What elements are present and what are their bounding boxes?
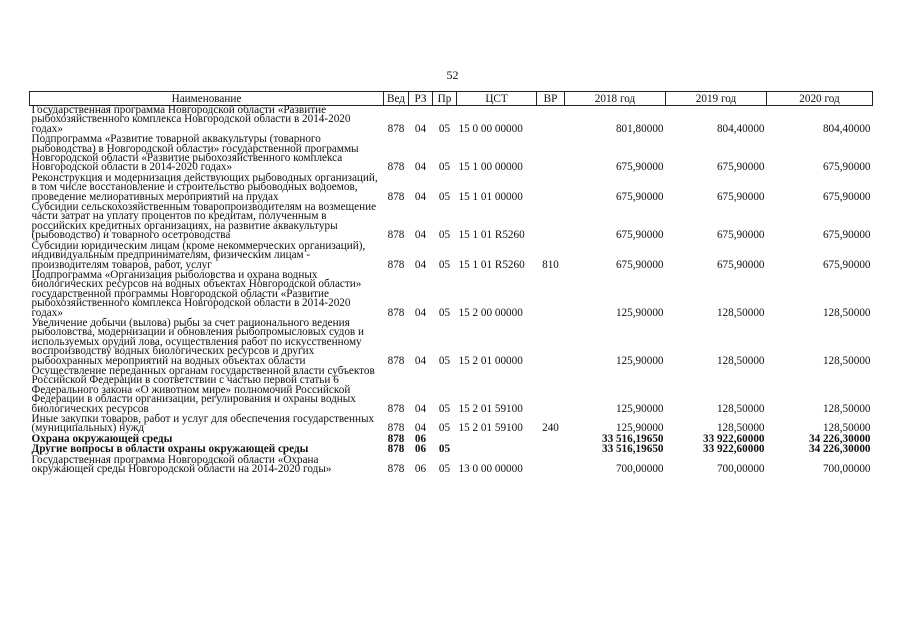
cell-cst: 15 2 01 00000	[458, 354, 523, 367]
cell-name: Охрана окружающей среды	[31, 432, 173, 445]
cell-y2018: 801,80000	[615, 122, 664, 135]
cell-vr	[537, 106, 565, 136]
cell-name: Субсидии юридическим лицам (кроме некоммерческих организаций), индивидуальным предпринимателям, физическим лицам - производителям товаров, работ, услуг	[31, 239, 366, 271]
cell-y2019: 128,50000	[716, 306, 765, 319]
cell-vr	[537, 319, 565, 367]
cell-y2018: 675,90000	[615, 229, 664, 242]
cell-y2020: 675,90000	[822, 190, 871, 203]
cell-ved: 878	[387, 122, 405, 135]
cell-name: Другие вопросы в области охраны окружающей среды	[31, 443, 309, 456]
cell-ved: 878	[387, 463, 405, 476]
cell-cst	[457, 435, 537, 445]
cell-ved: 878	[387, 422, 405, 435]
cell-y2019: 128,50000	[716, 422, 765, 435]
budget-table	[29, 91, 873, 475]
cell-y2018: 33 516,19650	[601, 432, 664, 445]
cell-rz: 06	[414, 463, 427, 476]
cell-cst: 15 2 00 00000	[458, 306, 523, 319]
cell-name: Реконструкция и модернизация действующих рыбоводных организаций, в том числе восстановление и строительство рыбоводных водоемов, проведение мелиоративных мероприятий на прудах	[31, 171, 378, 203]
cell-name: Подпрограмма «Организация рыболовства и охрана водных биологических ресурсов на водных объектах Новгородской области» государственной программы Новгородской области «Развитие рыбохозяйственного комплекса Новгородской области в 2014-2020 годах»	[31, 268, 362, 319]
cell-rz: 04	[414, 190, 427, 203]
cell-y2018: 675,90000	[615, 190, 664, 203]
cell-rz: 04	[414, 258, 427, 271]
cell-vr	[537, 271, 565, 319]
cell-vr	[537, 135, 565, 174]
cell-y2018: 125,90000	[615, 402, 664, 415]
cell-y2019: 33 922,60000	[702, 432, 765, 445]
cell-ved: 878	[387, 443, 405, 456]
cell-y2019: 33 922,60000	[702, 443, 765, 456]
cell-y2019: 128,50000	[716, 402, 765, 415]
table-row	[30, 319, 873, 367]
cell-y2020: 675,90000	[822, 258, 871, 271]
cell-pr: 05	[438, 463, 451, 476]
cell-cst	[457, 445, 537, 455]
cell-ved: 878	[387, 354, 405, 367]
cell-vr	[537, 445, 565, 455]
cell-cst: 15 2 01 59100	[458, 422, 523, 435]
page-number: 52	[446, 68, 459, 82]
cell-y2019: 675,90000	[716, 190, 765, 203]
cell-pr: 05	[438, 402, 451, 415]
cell-vr	[537, 367, 565, 415]
cell-y2020: 675,90000	[822, 161, 871, 174]
cell-name: Государственная программа Новгородской области «Охрана окружающей среды Новгородской области на 2014-2020 годы»	[31, 453, 332, 476]
cell-y2018: 125,90000	[615, 306, 664, 319]
table-row	[30, 135, 873, 174]
table-body	[30, 106, 873, 476]
header-2020: 2020 год	[767, 92, 873, 106]
cell-pr: 05	[438, 190, 451, 203]
table-row	[30, 456, 873, 476]
cell-rz: 06	[414, 432, 427, 445]
cell-vr: 810	[542, 258, 559, 271]
cell-rz: 04	[414, 306, 427, 319]
header-2018: 2018 год	[565, 92, 666, 106]
cell-rz: 04	[414, 402, 427, 415]
cell-cst: 15 2 01 59100	[458, 402, 523, 415]
cell-y2019: 675,90000	[716, 229, 765, 242]
cell-ved: 878	[387, 258, 405, 271]
cell-pr: 05	[438, 229, 451, 242]
cell-name: Государственная программа Новгородской области «Развитие рыбохозяйственного комплекса Новгородской области в 2014-2020 годах»	[31, 104, 351, 135]
header-2019: 2019 год	[666, 92, 767, 106]
cell-vr: 240	[542, 422, 559, 435]
cell-ved: 878	[387, 306, 405, 319]
cell-pr: 05	[438, 258, 451, 271]
header-name: Наименование	[30, 92, 384, 106]
cell-rz: 04	[414, 161, 427, 174]
cell-y2019: 675,90000	[716, 161, 765, 174]
table-row	[30, 242, 873, 271]
cell-rz: 04	[414, 229, 427, 242]
cell-name: Иные закупки товаров, работ и услуг для обеспечения государственных (муниципальных) нужд	[31, 413, 375, 435]
cell-rz: 04	[414, 354, 427, 367]
cell-ved: 878	[387, 402, 405, 415]
header-pr: Пр	[433, 92, 457, 106]
cell-y2020: 675,90000	[822, 229, 871, 242]
cell-rz: 06	[414, 443, 427, 456]
cell-pr: 05	[438, 122, 451, 135]
cell-y2020: 804,40000	[822, 122, 871, 135]
cell-y2020: 128,50000	[822, 306, 871, 319]
cell-ved: 878	[387, 161, 405, 174]
cell-rz: 04	[414, 122, 427, 135]
cell-y2018: 675,90000	[615, 258, 664, 271]
cell-cst: 15 1 01 R5260	[458, 258, 525, 271]
header-ved: Вед	[384, 92, 409, 106]
cell-name: Осуществление переданных органам государственной власти субъектов Российской Федерации в соответствии с частью первой статьи 6 Федерального закона «О животном мире» полномочий Российской Федерации в области организации, регулирования и охраны водных биологических ресурсов	[31, 364, 375, 415]
cell-vr	[537, 456, 565, 476]
cell-cst: 13 0 00 00000	[458, 463, 523, 476]
cell-ved: 878	[387, 432, 405, 445]
cell-vr	[537, 435, 565, 445]
cell-rz: 04	[414, 422, 427, 435]
cell-y2019: 675,90000	[716, 258, 765, 271]
table-row	[30, 367, 873, 415]
cell-vr	[537, 174, 565, 203]
cell-y2018: 33 516,19650	[601, 443, 664, 456]
cell-y2020: 34 226,30000	[808, 443, 871, 456]
cell-cst: 15 0 00 00000	[458, 122, 523, 135]
header-rz: РЗ	[409, 92, 433, 106]
cell-y2018: 125,90000	[615, 422, 664, 435]
cell-pr: 05	[438, 354, 451, 367]
header-cst: ЦСТ	[457, 92, 537, 106]
cell-name: Увеличение добычи (вылова) рыбы за счет рационального ведения рыболовства, модернизации и обновления рыбопромысловых судов и используемых орудий лова, осуществления работ по искусственному воспроизводству водных биологических ресурсов и других рыбоохранных мероприятий на водных объектах области	[31, 316, 365, 367]
table-row	[30, 203, 873, 242]
table-row	[30, 106, 873, 136]
cell-name: Подпрограмма «Развитие товарной аквакультуры (товарного рыбоводства) в Новгородской области» государственной программы Новгородской области «Развитие рыбохозяйственного комплекса Новгородской области в 2014-2020 годах»	[31, 133, 359, 174]
cell-cst: 15 1 00 00000	[458, 161, 523, 174]
cell-ved: 878	[387, 229, 405, 242]
cell-cst: 15 1 01 R5260	[458, 229, 525, 242]
table-row	[30, 174, 873, 203]
table-row	[30, 271, 873, 319]
cell-ved: 878	[387, 190, 405, 203]
table-row	[30, 415, 873, 435]
cell-y2020: 128,50000	[822, 402, 871, 415]
cell-pr: 05	[438, 422, 451, 435]
cell-y2018: 700,00000	[615, 463, 664, 476]
cell-y2020: 128,50000	[822, 354, 871, 367]
cell-pr: 05	[438, 306, 451, 319]
cell-y2019: 700,00000	[716, 463, 765, 476]
cell-name: Субсидии сельскохозяйственным товаропроизводителям на возмещение части затрат на уплату процентов по кредитам, полученным в российских кредитных организациях, на развитие аквакультуры (рыбоводство) и товарного осетроводства	[31, 201, 377, 242]
cell-y2020: 700,00000	[822, 463, 871, 476]
cell-y2020: 34 226,30000	[808, 432, 871, 445]
cell-y2019: 128,50000	[716, 354, 765, 367]
cell-pr: 05	[438, 443, 451, 456]
cell-y2018: 675,90000	[615, 161, 664, 174]
cell-y2018: 125,90000	[615, 354, 664, 367]
cell-vr	[537, 203, 565, 242]
cell-pr: 05	[438, 161, 451, 174]
header-vr: ВР	[537, 92, 565, 106]
cell-y2019: 804,40000	[716, 122, 765, 135]
cell-y2020: 128,50000	[822, 422, 871, 435]
cell-cst: 15 1 01 00000	[458, 190, 523, 203]
